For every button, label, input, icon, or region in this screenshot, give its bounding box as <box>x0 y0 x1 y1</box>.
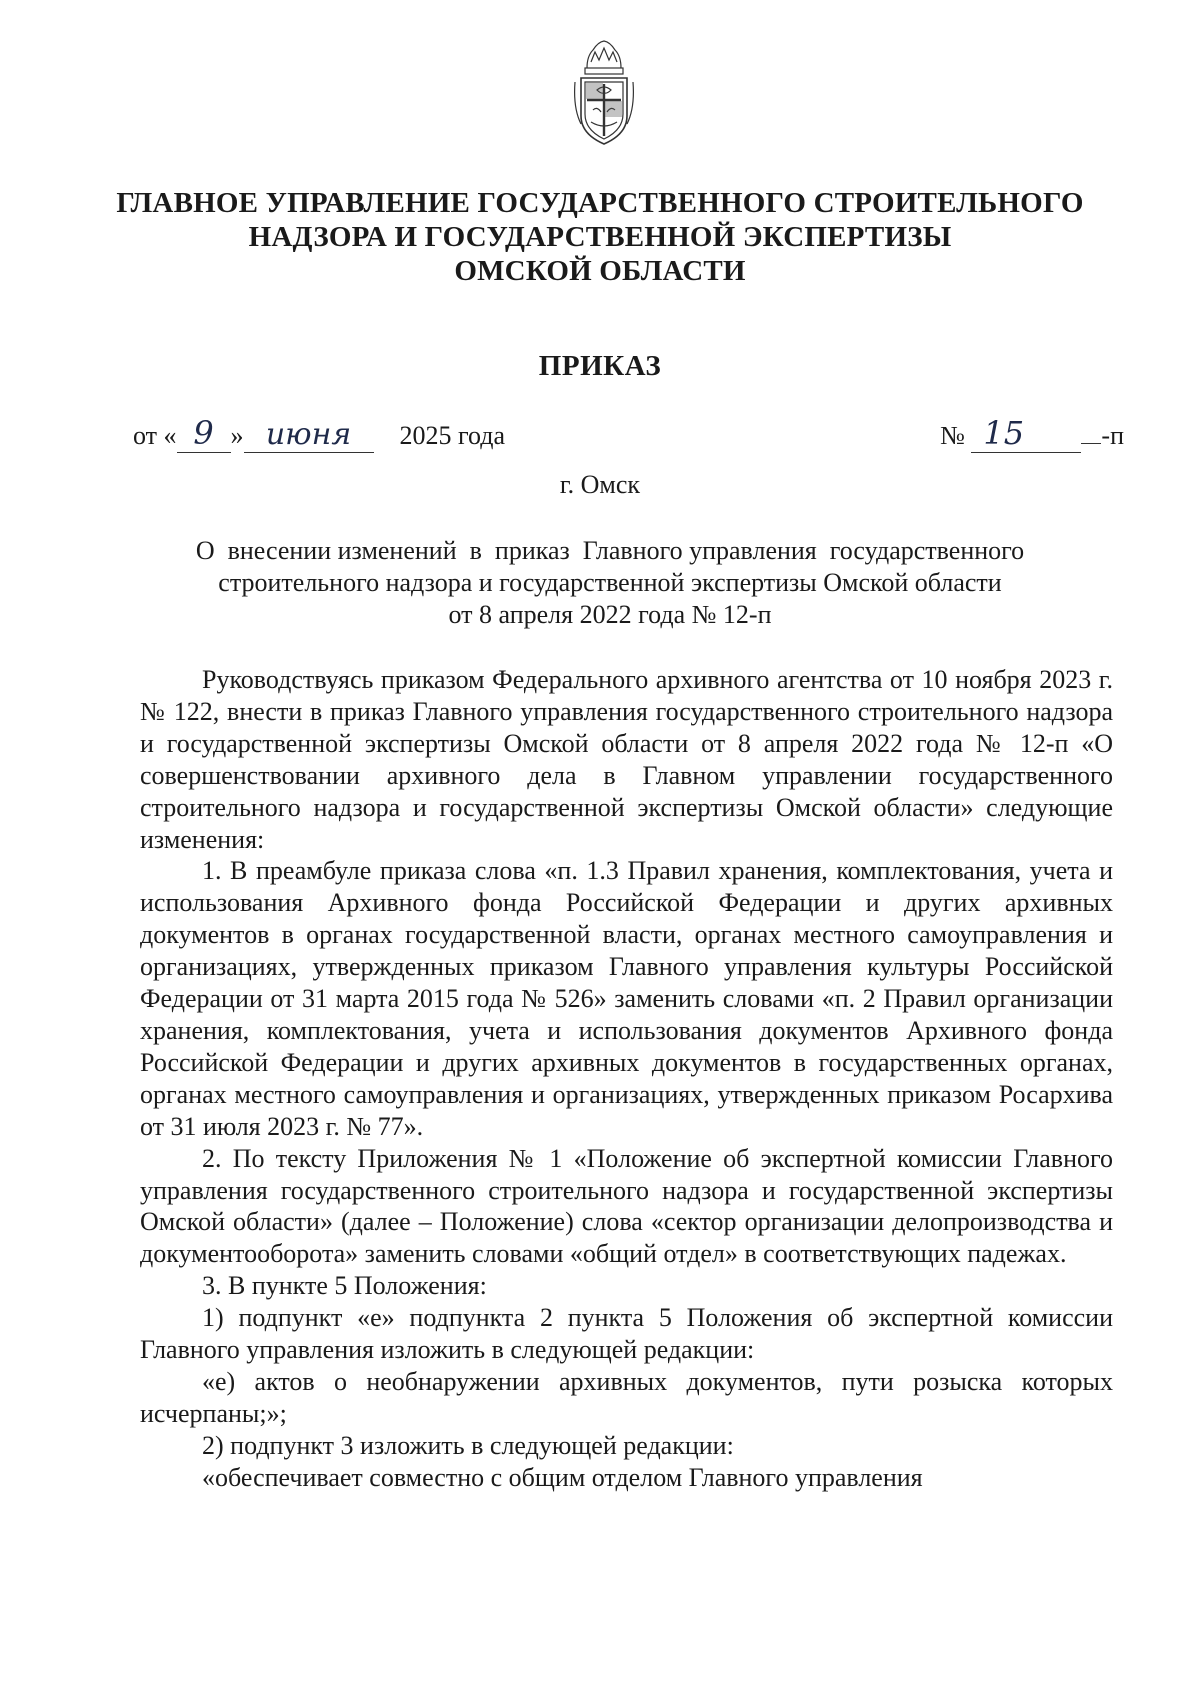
org-title-line-3: ОМСКОЙ ОБЛАСТИ <box>454 255 746 287</box>
org-title-line-1: ГЛАВНОЕ УПРАВЛЕНИЕ ГОСУДАРСТВЕННОГО СТРОИТЕЛЬНОГО <box>116 187 1084 219</box>
date-prefix: от « <box>133 421 177 450</box>
org-title-line-2: НАДЗОРА И ГОСУДАРСТВЕННОЙ ЭКСПЕРТИЗЫ <box>248 221 952 253</box>
body-paragraph-1: Руководствуясь приказом Федерального архивного агентства от 10 ноября 2023 г. № 122, внести в приказ Главного управления государственного строительного надзора и государственной экспертизы Омской области от 8 апреля 2022 года № 12-п «О совершенствовании архивного дела в Главном управлении государственного строительного надзора и государственной экспертизы Омской области» следующие изменения: <box>140 665 1113 854</box>
subject-line-2: строительного надзора и государственной экспертизы Омской области <box>218 568 1002 597</box>
date-mid: » <box>230 421 244 450</box>
date-month-handwritten: июня <box>265 417 352 452</box>
subject-line-1: О внесении изменений в приказ Главного управления государственного <box>195 536 1025 565</box>
order-date <box>133 414 506 452</box>
body-paragraph-5: 1) подпункт «е» подпункта 2 пункта 5 Положения об экспертной комиссии Главного управления изложить в следующей редакции: <box>140 1303 1113 1365</box>
city-name: г. Омск <box>559 470 641 499</box>
body-paragraph-6: «е) актов о необнаружении архивных документов, пути розыска которых исчерпаны;»; <box>140 1366 1113 1428</box>
order-body <box>140 664 1113 1494</box>
date-day-handwritten: 9 <box>193 414 214 452</box>
subject-line-3: от 8 апреля 2022 года № 12-п <box>448 600 772 629</box>
number-value-handwritten: 15 <box>983 414 1025 452</box>
date-year: 2025 года <box>399 421 506 450</box>
body-paragraph-2: 1. В преамбуле приказа слова «п. 1.3 Правил хранения, комплектования, учета и использования Архивного фонда Российской Федерации и других архивных документов в органах государственной власти, органах местного самоуправления и организациях, утвержденных приказом Главного управления культуры Российской Федерации от 31 марта 2015 года № 526» заменить словами «п. 2 Правил организации хранения, комплектования, учета и использования документов Архивного фонда Российской Федерации и других архивных документов в государственных органах, органах местного самоуправления и организациях, утвержденных приказом Росархива от 31 июля 2023 г. № 77». <box>140 856 1113 1141</box>
coat-of-arms-emblem <box>573 38 635 148</box>
document-type-title: ПРИКАЗ <box>538 350 662 382</box>
body-paragraph-7: 2) подпункт 3 изложить в следующей редакции: <box>202 1430 734 1460</box>
body-paragraph-3: 2. По тексту Приложения № 1 «Положение об экспертной комиссии Главного управления государственного строительного надзора и государственной экспертизы Омской области» (далее – Положение) слова «сектор организации делопроизводства и документооборота» заменить словами «общий отдел» в соответствующих падежах. <box>140 1143 1113 1269</box>
body-paragraph-4: 3. В пункте 5 Положения: <box>202 1271 487 1301</box>
body-paragraph-8: «обеспечивает совместно с общим отделом Главного управления <box>202 1462 923 1492</box>
order-subject <box>140 535 1080 631</box>
order-number <box>940 414 1124 453</box>
organization-title <box>100 186 1100 288</box>
number-sign: № <box>940 421 965 450</box>
number-suffix: -п <box>1101 421 1124 450</box>
